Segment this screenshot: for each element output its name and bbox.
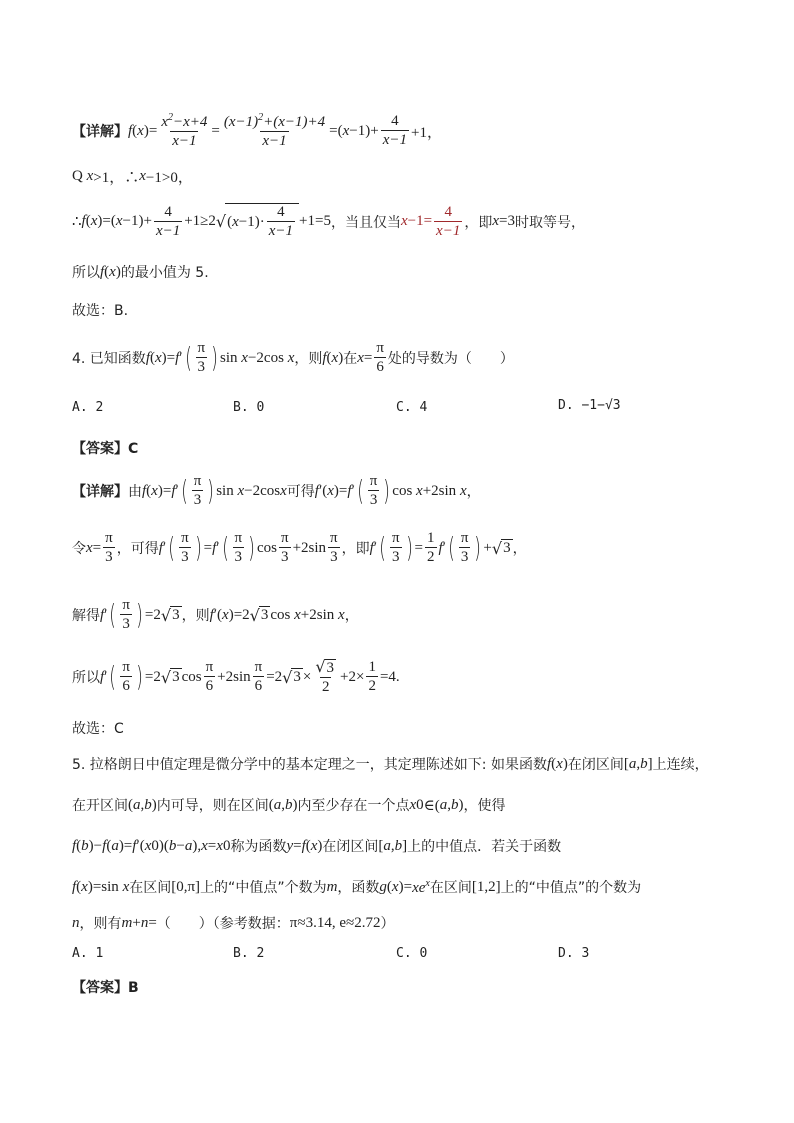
q4-answer: 【答案】C	[72, 441, 139, 457]
q4-option-a: A. 2	[72, 400, 104, 415]
q4-detail-line-1: 【详解】 由 f ( x )= f ′ ( $\frac{\pi}{3}$ ) sin x −2cos x 可得 f ′( x )= f ′ ( $\frac{\pi}{3}$ ) cos x +2sin x ，	[72, 473, 481, 509]
q3-answer-pick: 故选：B.	[72, 303, 129, 319]
q5-stem-line-5: n ，则有 m + n = （ ）（参考数据： π≈3.14, e≈2.72 ）	[72, 914, 395, 932]
q3-detail-line-1: 【详解】 f ( x )= $\frac{x^2-x+4}{x-1}$ = $\frac{(x-1)^2+(x-1)+4}{x-1}$ =( x −1)+ $\frac{4}{x-1}$ +1，	[72, 112, 442, 150]
q5-option-d: D. 3	[558, 946, 590, 961]
q4-detail-line-3: 解得 f ′ ( $\frac{\pi}{3}$ ) =2 √ 3 ，则 f ′( x )=2 √ 3 cos x +2sin x ，	[72, 597, 359, 633]
q4-detail-line-4: 所以 f ′ ( $\frac{\pi}{6}$ ) =2 √ 3 cos $\frac{\pi}{6}$ +2sin $\frac{\pi}{6}$ =2 √ 3 × $\frac{√3}{2}$ +2× $\frac{1}{2}$ =4.	[72, 657, 400, 696]
q4-detail-label: 【详解】	[72, 484, 128, 501]
q3-detail-line-3: ∴ f ( x )=( x −1)+ $\frac{4}{x-1}$ +1≥2 √ ( x −1)· $\frac{4}{x-1}$ +1=5 ，当且仅当 x −1= $\frac{4}{x-1}$ ，即 x =3 时取等号，	[72, 203, 585, 240]
q5-option-b: B. 2	[233, 946, 265, 961]
q3-detail-line-2: Q x >1，∴ x −1>0，	[72, 168, 193, 186]
q4-detail-line-2: 令 x = $\frac{\pi}{3}$ ，可得 f ′ ( $\frac{\pi}{3}$ ) = f ′ ( $\frac{\pi}{3}$ ) cos $\frac{\pi}{3}$ +2sin $\frac{\pi}{3}$ ，即 f ′ ( $\frac{\pi}{3}$ ) = $\frac{1}{2}$ f ′ ( $\frac{\pi}{3}$ ) + √ 3 ，	[72, 530, 527, 566]
q5-option-a: A. 1	[72, 946, 104, 961]
q3-detail-line-4: 所以 f ( x ) 的最小值为 5.	[72, 263, 209, 281]
q5-answer: 【答案】B	[72, 980, 139, 996]
detail-label: 【详解】	[72, 124, 128, 141]
q4-answer-pick: 故选：C	[72, 721, 124, 737]
q5-stem-line-2: 在开区间 ( a , b ) 内可导，则在区间 ( a , b ) 内至少存在一个点 x 0 ∈( a , b ) ，使得	[72, 796, 506, 814]
q4-stem: 4. 已知函数 f ( x )= f ′ ( $\frac{\pi}{3}$ ) sin x −2cos x ，则 f ( x ) 在 x = $\frac{\pi}{6}$ 处的导数为（ ）	[72, 340, 514, 376]
q5-option-c: C. 0	[396, 946, 428, 961]
q4-option-c: C. 4	[396, 400, 428, 415]
q5-stem-line-1: 5. 拉格朗日中值定理是微分学中的基本定理之一，其定理陈述如下: 如果函数 f ( x ) 在闭区间 [ a , b ] 上连续，	[72, 755, 709, 773]
q5-stem-line-3: f ( b )− f ( a )= f ′( x 0 )( b − a ), x = x 0 称为函数 y = f ( x ) 在闭区间 [ a , b ] 上的中值点．若关于函数	[72, 837, 562, 855]
q5-stem-line-4: f ( x )=sin x 在区间 [0,π] 上的“中值点”个数为 m ，函数 g ( x )= $xe^x$ 在区间 [1,2] 上的“中值点”的个数为	[72, 877, 642, 896]
q4-option-b: B. 0	[233, 400, 265, 415]
q4-option-d: D. −1−√3	[558, 398, 621, 413]
